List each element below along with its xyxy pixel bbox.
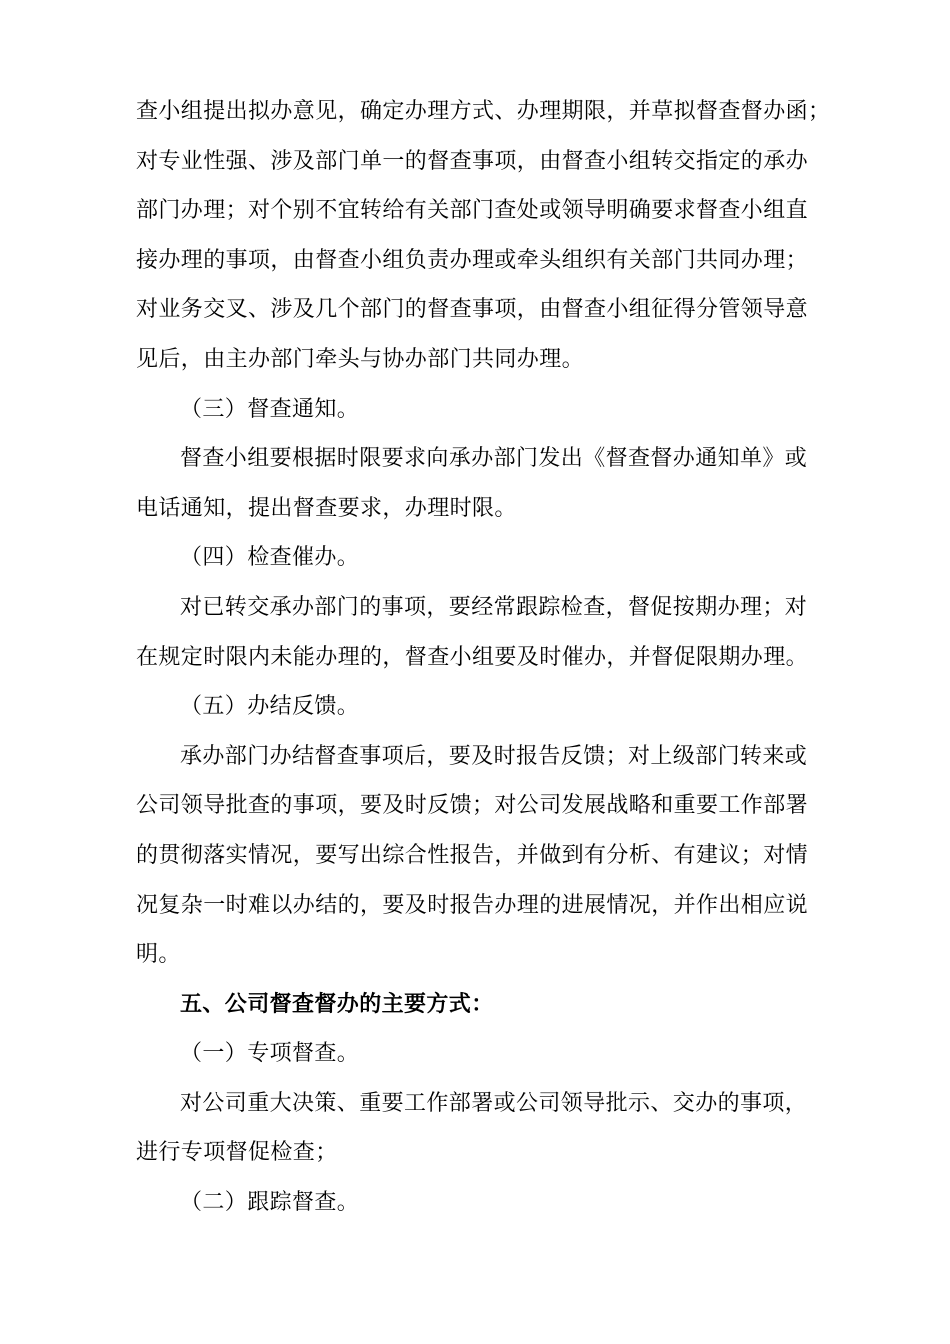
body-text-line: 在规定时限内未能办理的，督查小组要及时催办，并督促限期办理。 [136,644,809,670]
body-text-line: 的贯彻落实情况，要写出综合性报告，并做到有分析、有建议；对情 [136,842,809,868]
body-text-line: 部门办理；对个别不宜转给有关部门查处或领导明确要求督查小组直 [136,198,809,224]
body-text-line: 见后，由主办部门牵头与协办部门共同办理。 [136,346,585,372]
body-text-line: 对专业性强、涉及部门单一的督查事项，由督查小组转交指定的承办 [136,148,809,174]
section-subheading-four: （四）检查催办。 [180,545,360,571]
document-body [136,87,831,1228]
section-subheading-three: （三）督查通知。 [180,396,360,422]
body-text-line: 对已转交承办部门的事项，要经常跟踪检查，督促按期办理；对 [180,594,808,620]
body-text-line: 明。 [136,942,181,968]
body-text-line: 公司领导批查的事项，要及时反馈；对公司发展战略和重要工作部署 [136,793,809,819]
section-subheading-two: （二）跟踪督查。 [180,1190,360,1216]
body-text-line: 接办理的事项，由督查小组负责办理或牵头组织有关部门共同办理； [136,247,809,273]
body-text-line: 对业务交叉、涉及几个部门的督查事项，由督查小组征得分管领导意 [136,297,809,323]
section-heading-five: 五、公司督查督办的主要方式： [180,991,494,1017]
body-text-line: 况复杂一时难以办结的，要及时报告办理的进展情况，并作出相应说 [136,892,809,918]
body-text-line: 对公司重大决策、重要工作部署或公司领导批示、交办的事项， [180,1090,808,1116]
body-text-line: 查小组提出拟办意见，确定办理方式、办理期限，并草拟督查督办函； [136,99,831,124]
section-subheading-five: （五）办结反馈。 [180,694,360,720]
body-text-line: 承办部门办结督查事项后，要及时报告反馈；对上级部门转来或 [180,743,808,769]
section-subheading-one: （一）专项督查。 [180,1041,360,1067]
body-text-line: 电话通知，提出督查要求，办理时限。 [136,495,517,521]
body-text-line: 督查小组要根据时限要求向承办部门发出《督查督办通知单》或 [180,446,808,472]
body-text-line: 进行专项督促检查； [136,1140,338,1166]
